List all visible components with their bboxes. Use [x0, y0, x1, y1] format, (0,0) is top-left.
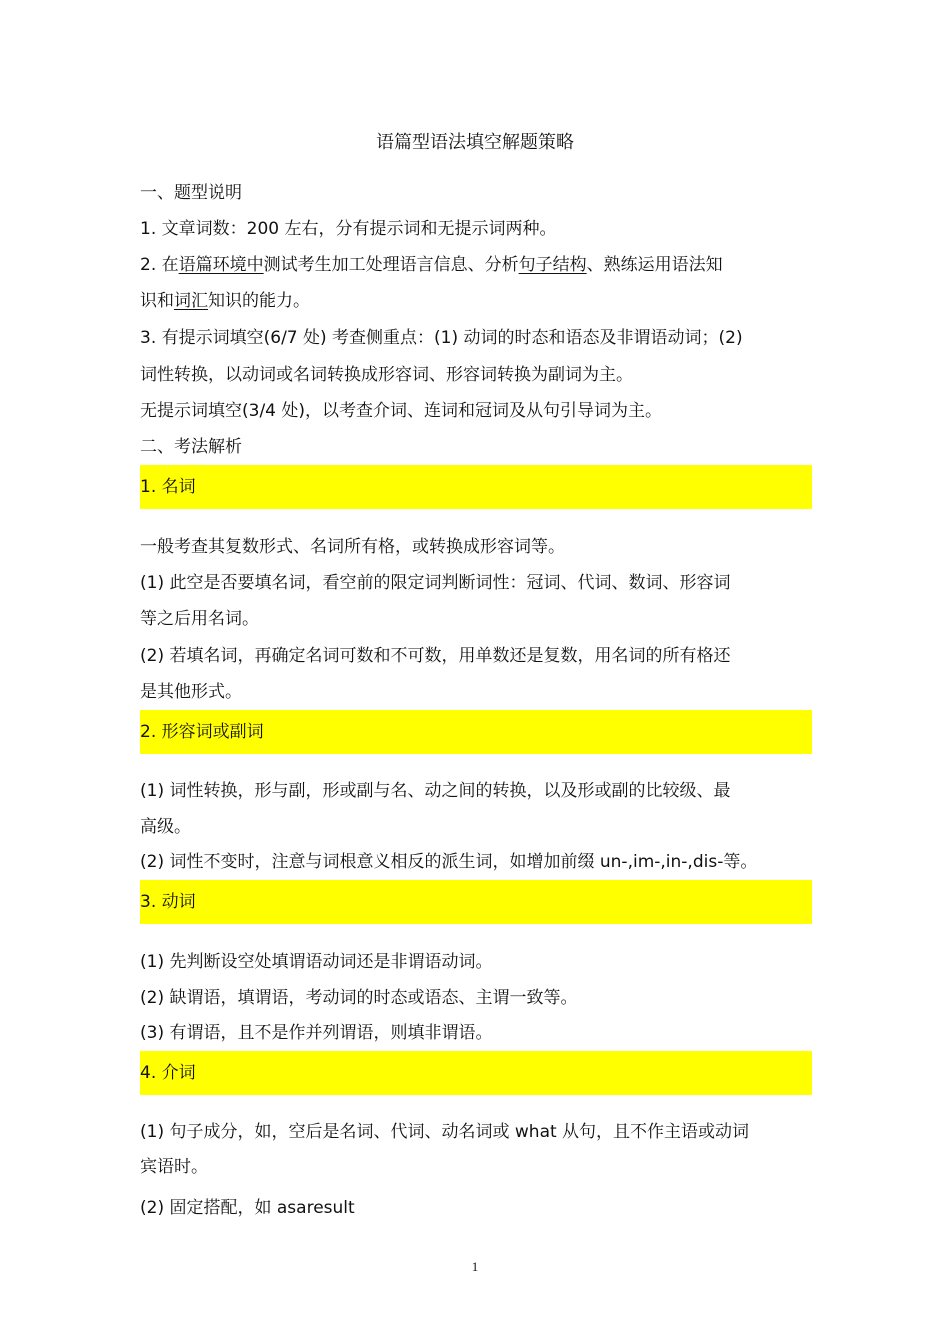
- paragraph-prep-point2: (2) 固定搭配，如 asaresult: [140, 1198, 355, 1218]
- paragraph-adj-point1-line2: 高级。: [140, 817, 191, 837]
- paragraph-adj-point1-line1: (1) 词性转换，形与副，形或副与名、动之间的转换，以及形或副的比较级、最: [140, 781, 731, 801]
- paragraph-adj-point2: (2) 词性不变时，注意与词根意义相反的派生词，如增加前缀 un-,im-,in-,dis-等。: [140, 852, 758, 872]
- paragraph-noun-point2-line2: 是其他形式。: [140, 682, 242, 702]
- paragraph-verb-point2: (2) 缺谓语，填谓语，考动词的时态或语态、主谓一致等。: [140, 988, 578, 1008]
- paragraph-noun-point1-line2: 等之后用名词。: [140, 609, 259, 629]
- underlined-term: 句子结构: [518, 255, 587, 275]
- paragraph-prep-point1-line1: (1) 句子成分，如，空后是名词、代词、动名词或 what 从句，且不作主语或动词: [140, 1122, 750, 1142]
- section-heading-question-type: 一、题型说明: [140, 183, 242, 203]
- paragraph-noun-point1-line1: (1) 此空是否要填名词，看空前的限定词判断词性：冠词、代词、数词、形容词: [140, 573, 731, 593]
- text-segment: 识和: [140, 291, 174, 311]
- highlighted-heading-verb: 3. 动词: [140, 880, 812, 924]
- underlined-term: 词汇: [174, 291, 208, 311]
- paragraph-prep-point1-line2: 宾语时。: [140, 1157, 208, 1177]
- text-segment: 知识的能力。: [208, 291, 310, 311]
- paragraph-noun-intro: 一般考查其复数形式、名词所有格，或转换成形容词等。: [140, 537, 565, 557]
- highlighted-heading-preposition: 4. 介词: [140, 1051, 812, 1095]
- paragraph-unhinted-blanks: 无提示词填空(3/4 处)，以考查介词、连词和冠词及从句引导词为主。: [140, 401, 663, 421]
- highlighted-heading-adjective-adverb: 2. 形容词或副词: [140, 710, 812, 754]
- paragraph-word-count: 1. 文章词数：200 左右，分有提示词和无提示词两种。: [140, 219, 557, 239]
- paragraph-hinted-blanks-line1: 3. 有提示词填空(6/7 处) 考查侧重点：(1) 动词的时态和语态及非谓语动词；(2): [140, 328, 743, 348]
- highlighted-heading-noun: 1. 名词: [140, 465, 812, 509]
- paragraph-verb-point3: (3) 有谓语，且不是作并列谓语，则填非谓语。: [140, 1023, 493, 1043]
- paragraph-verb-point1: (1) 先判断设空处填谓语动词还是非谓语动词。: [140, 952, 493, 972]
- paragraph-hinted-blanks-line2: 词性转换，以动词或名词转换成形容词、形容词转换为副词为主。: [140, 365, 633, 385]
- paragraph-test-ability-line2: [140, 289, 812, 313]
- text-segment: 2. 在: [140, 255, 179, 275]
- underlined-term: 语篇环境中: [178, 255, 264, 275]
- document-title: 语篇型语法填空解题策略: [376, 132, 574, 153]
- page-number: 1: [471, 1259, 479, 1274]
- section-heading-analysis: 二、考法解析: [140, 437, 242, 457]
- paragraph-test-ability-line1: [140, 253, 812, 277]
- paragraph-noun-point2-line1: (2) 若填名词，再确定名词可数和不可数，用单数还是复数，用名词的所有格还: [140, 646, 731, 666]
- text-segment: 、熟练运用语法知: [586, 255, 723, 275]
- text-segment: 测试考生加工处理语言信息、分析: [263, 255, 519, 275]
